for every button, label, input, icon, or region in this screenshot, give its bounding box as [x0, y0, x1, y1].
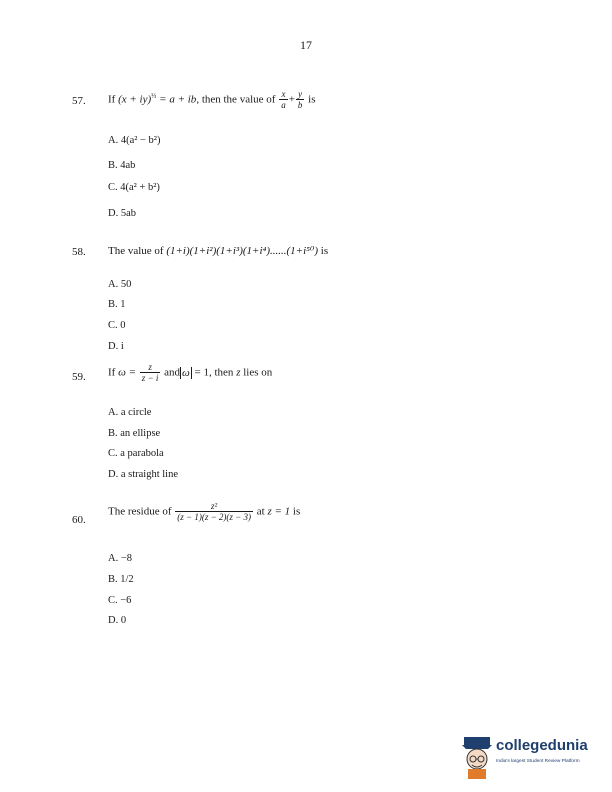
stem-text: If: [108, 366, 116, 379]
question-stem: [108, 244, 328, 257]
logo-tagline: India's largest Student Review Platform: [496, 759, 580, 764]
question-number: 59.: [72, 371, 86, 383]
stem-text: The value of: [108, 245, 164, 257]
option-c: C. a parabola: [108, 448, 164, 459]
fraction-x-over-a: [279, 90, 288, 110]
fraction-denominator: a: [281, 100, 286, 110]
math-expression: = a + ib: [159, 93, 197, 106]
fraction-numerator: z: [148, 362, 152, 372]
fraction-denominator: b: [297, 100, 303, 110]
fraction-denominator: (z − 1)(z − 2)(z − 3): [177, 512, 251, 522]
option-a: A. −8: [108, 553, 133, 564]
stem-text: and: [164, 366, 180, 379]
question-stem: [108, 363, 272, 383]
stem-text: If: [108, 93, 116, 106]
stem-text: The residue of: [108, 505, 172, 518]
question-stem: [108, 90, 316, 110]
stem-text: is: [292, 505, 301, 518]
question-stem: [108, 502, 300, 522]
mascot-icon: [460, 735, 494, 779]
stem-text: = 1, then: [194, 366, 234, 379]
option-d: D. 5ab: [108, 208, 136, 219]
stem-text: lies on: [243, 366, 273, 379]
question-number: 60.: [72, 514, 86, 526]
logo-wordmark: collegedunia: [496, 737, 588, 754]
absolute-value: ω: [182, 366, 190, 379]
option-d: D. i: [108, 341, 124, 352]
option-b: B. 1: [108, 299, 126, 310]
math-expression: z = 1: [267, 505, 291, 518]
math-expression: (1+i)(1+i²)(1+i³)(1+i⁴)......(1+i⁵⁰): [166, 245, 319, 257]
math-exponent: ⅓: [151, 91, 157, 100]
option-d: D. 0: [108, 615, 127, 626]
option-b: B. an ellipse: [108, 428, 161, 439]
option-b: B. 1/2: [108, 574, 134, 585]
option-c: C. 0: [108, 320, 126, 331]
math-expression: (x + iy): [118, 93, 152, 106]
fraction-numerator: x: [281, 89, 286, 99]
fraction-residue: [175, 502, 253, 522]
fraction-numerator: z²: [211, 501, 218, 511]
question-number: 58.: [72, 246, 86, 258]
stem-text: is: [308, 93, 316, 106]
option-a: A. a circle: [108, 407, 152, 418]
option-d: D. a straight line: [108, 469, 178, 480]
page-number: 17: [300, 38, 312, 52]
fraction-y-over-b: [296, 90, 305, 110]
fraction-denominator: z − i: [141, 373, 159, 383]
collegedunia-logo: [460, 735, 608, 781]
math-expression: ω =: [118, 366, 137, 379]
fraction-z-over-z-minus-i: [140, 363, 161, 383]
stem-text: , then the value of: [196, 93, 276, 106]
option-c: C. −6: [108, 595, 132, 606]
stem-text: at: [256, 505, 265, 518]
question-number: 57.: [72, 95, 86, 107]
option-a: A. 4(a² − b²): [108, 135, 161, 146]
option-a: A. 50: [108, 279, 132, 290]
stem-text: is: [320, 245, 329, 257]
fraction-numerator: y: [298, 89, 303, 99]
math-variable: z: [236, 366, 241, 379]
option-b: B. 4ab: [108, 160, 136, 171]
option-c: C. 4(a² + b²): [108, 182, 160, 193]
plus-sign: +: [288, 93, 295, 106]
